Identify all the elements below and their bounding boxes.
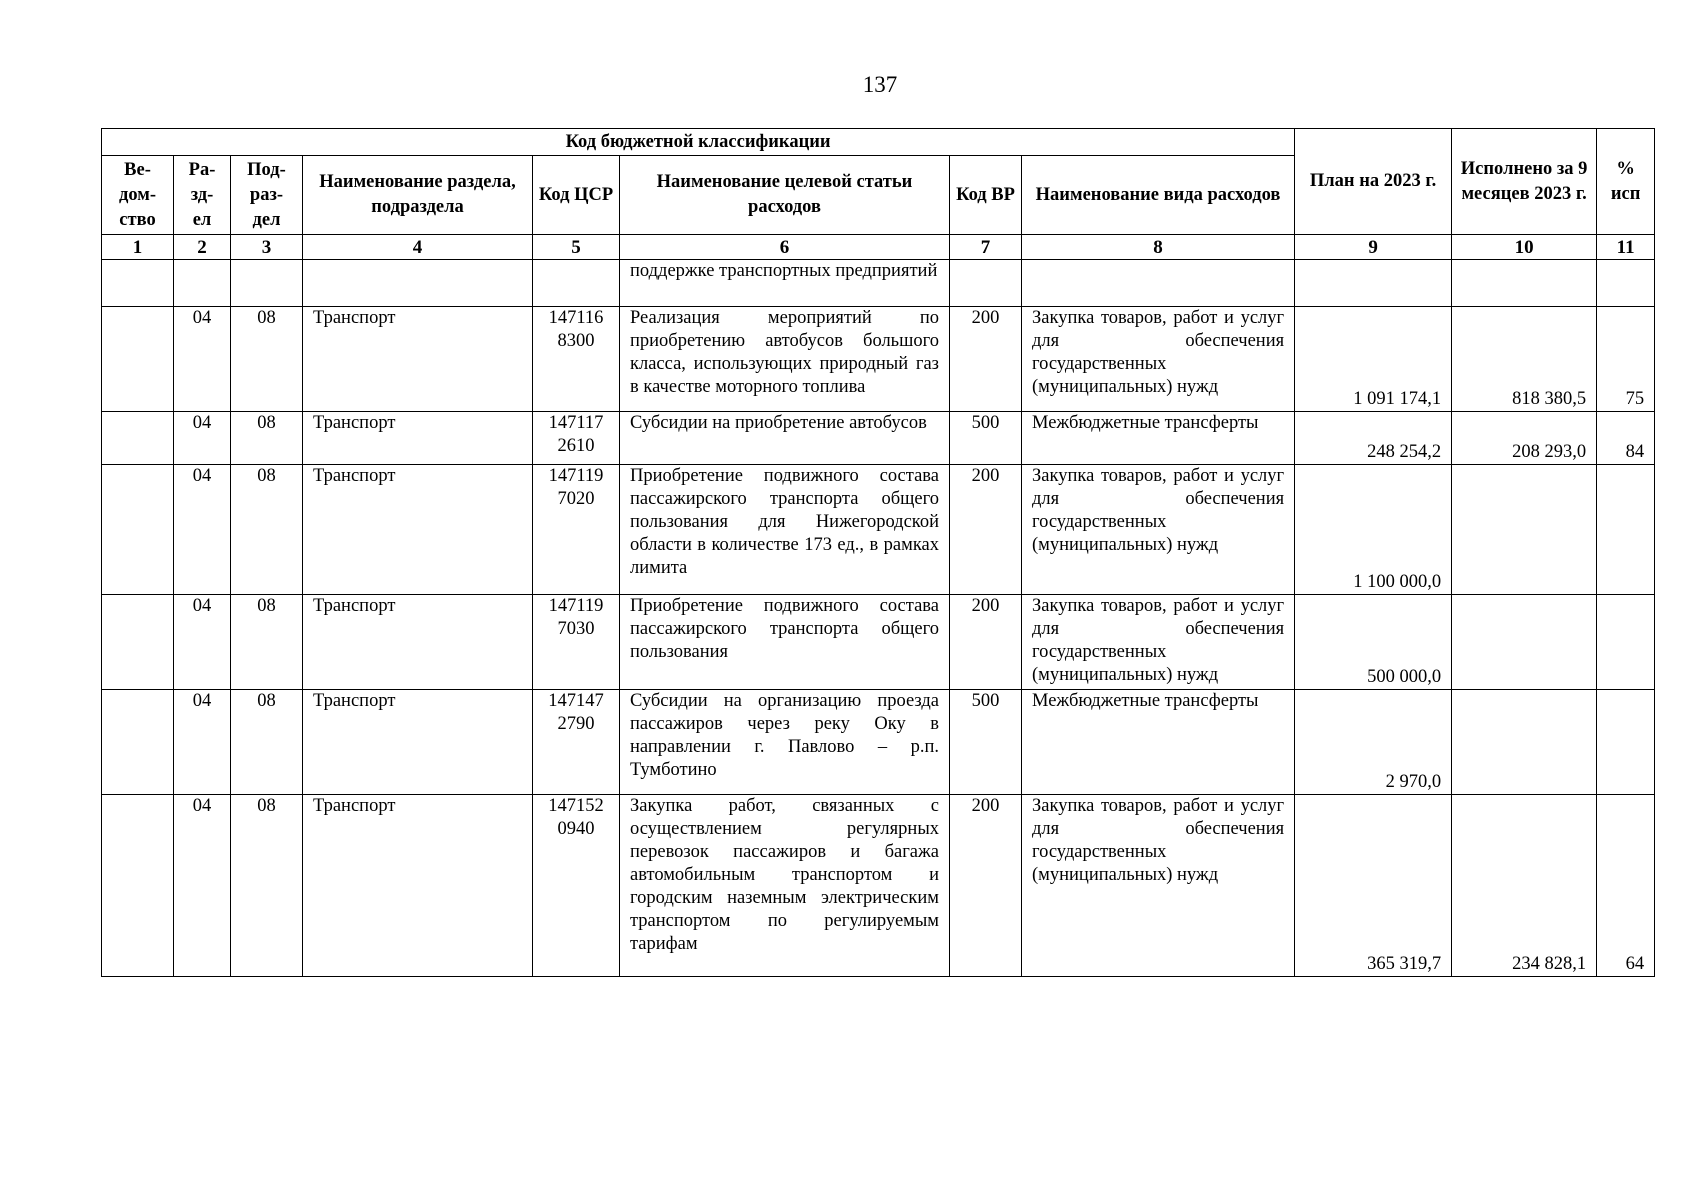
section-cell: 04 xyxy=(174,690,231,795)
executed-cell xyxy=(1452,595,1597,690)
target-article-cell: Субсидии на приобретение автобусов xyxy=(620,412,950,465)
target-article-cell: Приобретение подвижного состава пассажирского транспорта общего пользования для Нижегородской области в количестве 173 ед., в рамках лимита xyxy=(620,465,950,595)
expense-type-cell: Закупка товаров, работ и услуг для обеспечения государственных (муниципальных) нужд xyxy=(1022,595,1295,690)
budget-table xyxy=(101,128,1655,977)
department-cell xyxy=(102,690,174,795)
table-row xyxy=(102,465,1655,595)
column-number-row xyxy=(102,235,1655,260)
vr-code-cell: 200 xyxy=(950,307,1022,412)
cell-empty xyxy=(1452,260,1597,307)
page-number: 137 xyxy=(862,72,898,97)
percent-cell xyxy=(1597,690,1655,795)
column-number: 9 xyxy=(1295,235,1452,260)
cell-empty xyxy=(533,260,620,307)
column-number: 3 xyxy=(231,235,303,260)
department-cell xyxy=(102,412,174,465)
percent-cell xyxy=(1597,595,1655,690)
vr-code-header: Код ВР xyxy=(950,156,1022,235)
percent-cell: 75 xyxy=(1597,307,1655,412)
cell-empty xyxy=(1022,260,1295,307)
column-number: 6 xyxy=(620,235,950,260)
department-cell xyxy=(102,465,174,595)
section-name-cell: Транспорт xyxy=(303,307,533,412)
column-number: 4 xyxy=(303,235,533,260)
expense-type-cell: Межбюджетные трансферты xyxy=(1022,690,1295,795)
column-number: 5 xyxy=(533,235,620,260)
target-article-cell: Реализация мероприятий по приобретению автобусов большого класса, использующих природный газ в качестве моторного топлива xyxy=(620,307,950,412)
percent-cell xyxy=(1597,465,1655,595)
csr-code-cell: 147147 2790 xyxy=(533,690,620,795)
csr-code-cell: 147119 7030 xyxy=(533,595,620,690)
percent-header: % исп xyxy=(1597,129,1655,235)
section-cell: 04 xyxy=(174,595,231,690)
subsection-cell: 08 xyxy=(231,595,303,690)
target-article-cell: Субсидии на организацию проезда пассажиров через реку Оку в направлении г. Павлово – р.п. Тумботино xyxy=(620,690,950,795)
expense-type-cell: Закупка товаров, работ и услуг для обеспечения государственных (муниципальных) нужд xyxy=(1022,307,1295,412)
section-name-header: Наименование раздела, подраздела xyxy=(303,156,533,235)
csr-code-cell: 147119 7020 xyxy=(533,465,620,595)
department-cell xyxy=(102,307,174,412)
department-header-label: Ве- дом- ство xyxy=(118,159,157,230)
vr-code-cell: 200 xyxy=(950,795,1022,977)
column-number: 11 xyxy=(1597,235,1655,260)
cell-empty xyxy=(1597,260,1655,307)
executed-cell: 208 293,0 xyxy=(1452,412,1597,465)
subsection-header xyxy=(231,156,303,235)
subsection-cell: 08 xyxy=(231,795,303,977)
cell-empty xyxy=(231,260,303,307)
department-cell xyxy=(102,595,174,690)
column-number: 2 xyxy=(174,235,231,260)
section-cell: 04 xyxy=(174,412,231,465)
executed-cell: 818 380,5 xyxy=(1452,307,1597,412)
csr-code-cell: 147117 2610 xyxy=(533,412,620,465)
executed-header: Исполнено за 9 месяцев 2023 г. xyxy=(1452,129,1597,235)
plan-cell: 500 000,0 xyxy=(1295,595,1452,690)
executed-cell xyxy=(1452,465,1597,595)
csr-code-cell: 147152 0940 xyxy=(533,795,620,977)
subsection-cell: 08 xyxy=(231,690,303,795)
section-name-cell: Транспорт xyxy=(303,595,533,690)
vr-code-cell: 200 xyxy=(950,595,1022,690)
table-row xyxy=(102,595,1655,690)
column-number: 7 xyxy=(950,235,1022,260)
target-article-cell: поддержке транспортных предприятий xyxy=(620,260,950,307)
section-name-cell: Транспорт xyxy=(303,412,533,465)
table-row xyxy=(102,412,1655,465)
vr-code-cell: 500 xyxy=(950,690,1022,795)
percent-cell: 84 xyxy=(1597,412,1655,465)
header-row-group xyxy=(102,129,1655,156)
budget-classification-header: Код бюджетной классификации xyxy=(102,129,1295,156)
section-cell: 04 xyxy=(174,795,231,977)
vr-code-cell: 200 xyxy=(950,465,1022,595)
plan-cell: 1 091 174,1 xyxy=(1295,307,1452,412)
target-article-cell: Приобретение подвижного состава пассажирского транспорта общего пользования xyxy=(620,595,950,690)
subsection-cell: 08 xyxy=(231,465,303,595)
plan-cell: 365 319,7 xyxy=(1295,795,1452,977)
table-row xyxy=(102,307,1655,412)
vr-code-cell: 500 xyxy=(950,412,1022,465)
csr-code-cell: 147116 8300 xyxy=(533,307,620,412)
target-article-cell: Закупка работ, связанных с осуществлением регулярных перевозок пассажиров и багажа автомобильным транспортом и городским наземным электрическим транспортом по регулируемым тарифам xyxy=(620,795,950,977)
plan-cell: 2 970,0 xyxy=(1295,690,1452,795)
column-number: 1 xyxy=(102,235,174,260)
expense-type-cell: Межбюджетные трансферты xyxy=(1022,412,1295,465)
section-cell: 04 xyxy=(174,465,231,595)
cell-empty xyxy=(950,260,1022,307)
target-article-header: Наименование целевой статьи расходов xyxy=(620,156,950,235)
subsection-cell: 08 xyxy=(231,307,303,412)
section-name-cell: Транспорт xyxy=(303,465,533,595)
table-row xyxy=(102,795,1655,977)
department-header xyxy=(102,156,174,235)
expense-type-cell: Закупка товаров, работ и услуг для обеспечения государственных (муниципальных) нужд xyxy=(1022,465,1295,595)
subsection-header-label: Под- раз- дел xyxy=(247,159,286,230)
executed-cell xyxy=(1452,690,1597,795)
section-cell: 04 xyxy=(174,307,231,412)
table-row-continuation xyxy=(102,260,1655,307)
expense-type-header: Наименование вида расходов xyxy=(1022,156,1295,235)
section-header xyxy=(174,156,231,235)
cell-empty xyxy=(174,260,231,307)
section-name-cell: Транспорт xyxy=(303,690,533,795)
column-number: 10 xyxy=(1452,235,1597,260)
section-name-cell: Транспорт xyxy=(303,795,533,977)
cell-empty xyxy=(102,260,174,307)
section-header-label: Ра- зд- ел xyxy=(188,159,216,230)
table-row xyxy=(102,690,1655,795)
plan-cell: 1 100 000,0 xyxy=(1295,465,1452,595)
executed-cell: 234 828,1 xyxy=(1452,795,1597,977)
subsection-cell: 08 xyxy=(231,412,303,465)
column-number: 8 xyxy=(1022,235,1295,260)
cell-empty xyxy=(1295,260,1452,307)
department-cell xyxy=(102,795,174,977)
expense-type-cell: Закупка товаров, работ и услуг для обеспечения государственных (муниципальных) нужд xyxy=(1022,795,1295,977)
csr-code-header: Код ЦСР xyxy=(533,156,620,235)
percent-cell: 64 xyxy=(1597,795,1655,977)
cell-empty xyxy=(303,260,533,307)
plan-cell: 248 254,2 xyxy=(1295,412,1452,465)
plan-header: План на 2023 г. xyxy=(1295,129,1452,235)
